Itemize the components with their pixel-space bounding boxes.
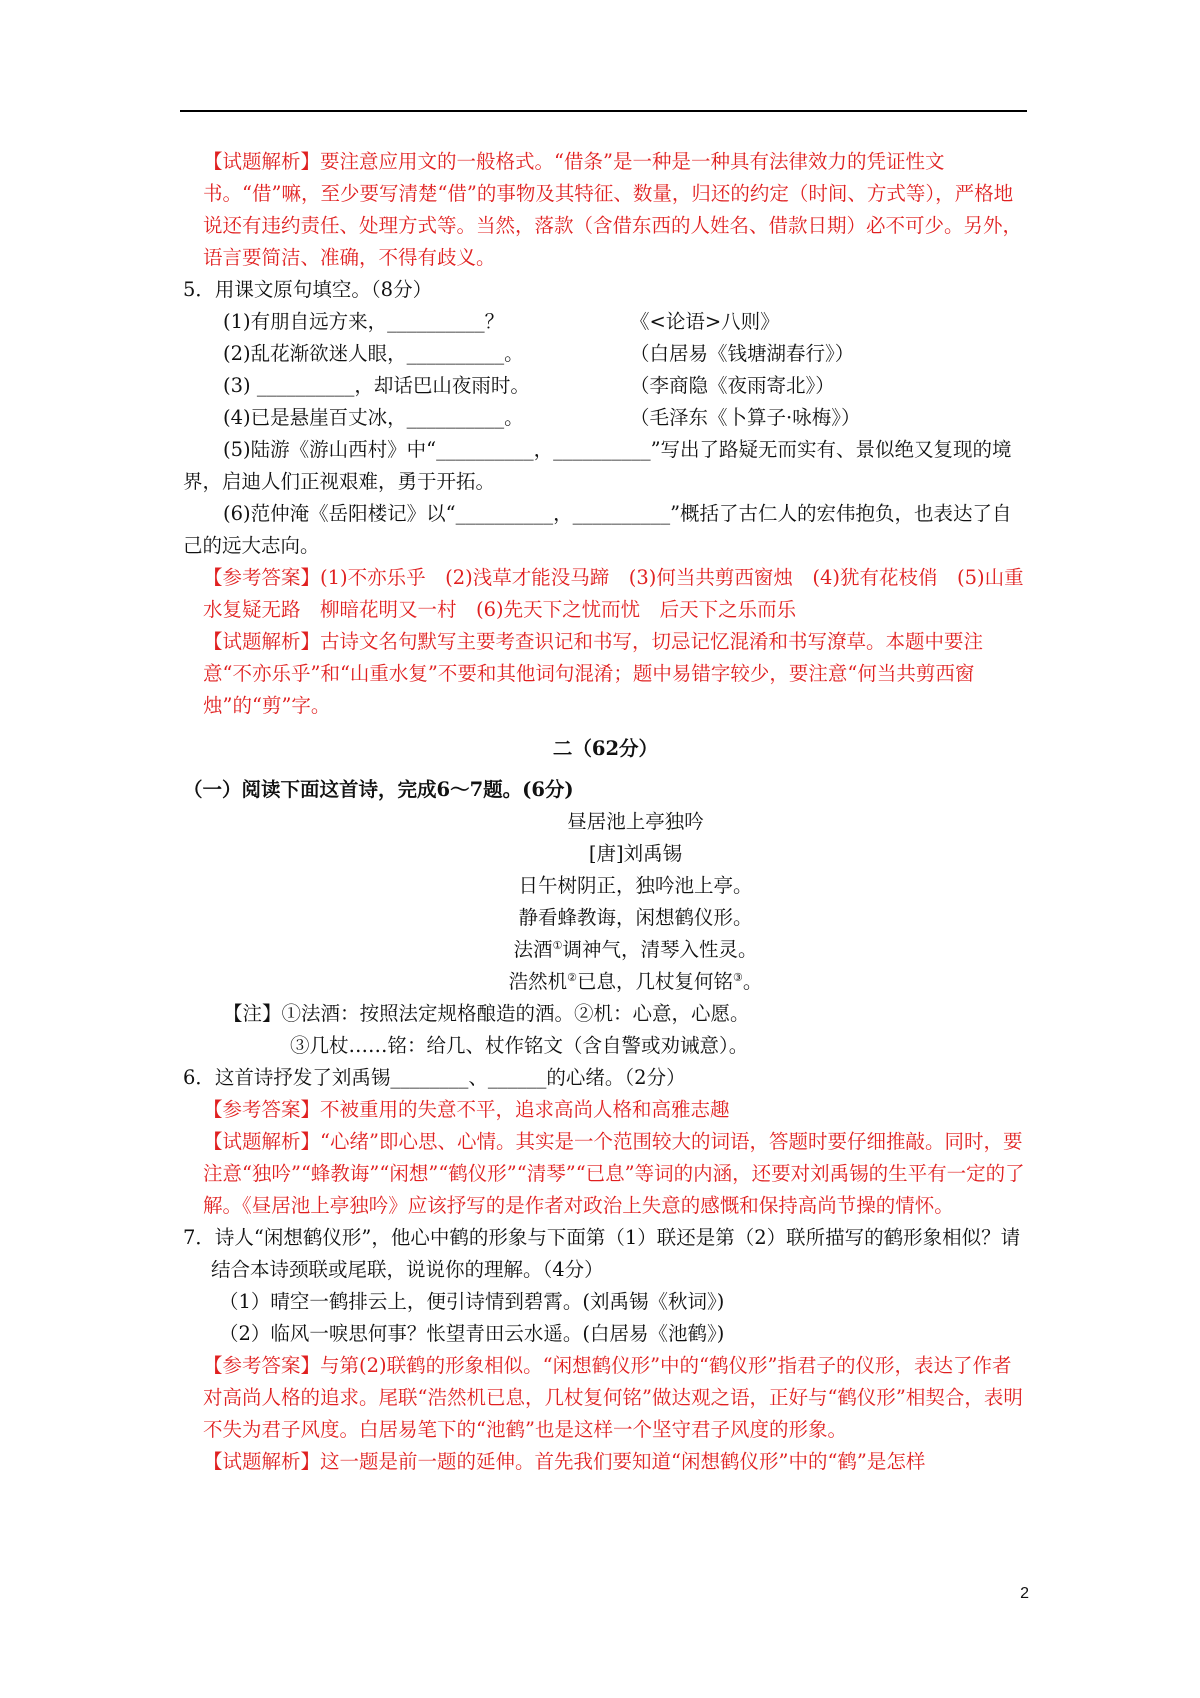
fill-item-6: (6)范仲淹《岳阳楼记》以“__________，__________”概括了古仁人的宏伟抱负，也表达了自己的远大志向。 (183, 502, 1012, 557)
explanation-5: 【试题解析】古诗文名句默写主要考查识记和书写，切忌记忆混淆和书写潦草。本题中要注意“不亦乐乎”和“山重水复”不要和其他词句混淆；题中易错字较少，要注意“何当共剪西窗烛”的“剪”字。 (203, 630, 984, 717)
poem-note-2: ③几杖……铭：给几、杖作铭文（含自警或劝诫意）。 (290, 1034, 749, 1057)
answer-6: 【参考答案】不被重用的失意不平，追求高尚人格和高雅志趣 (203, 1098, 730, 1121)
fill-item-3 (183, 370, 1028, 402)
fill-item-3-source: （李商隐《夜雨寄北》） (630, 374, 835, 397)
poem-line-3 (183, 934, 1028, 966)
poem-line-3-b: 调神气，清琴入性灵。 (562, 938, 758, 961)
question-5: 5．用课文原句填空。（8分） (183, 278, 433, 301)
poem-author: [唐]刘禹锡 (588, 842, 683, 865)
note-marker-3: ③ (733, 971, 743, 984)
explanation-7: 【试题解析】这一题是前一题的延伸。首先我们要知道“闲想鹤仪形”中的“鹤”是怎样 (203, 1450, 926, 1473)
poem-line-4-c: 。 (742, 970, 763, 993)
note-marker-1: ① (552, 939, 563, 952)
answer-7: 【参考答案】与第(2)联鹤的形象相似。“闲想鹤仪形”中的“鹤仪形”指君子的仪形，表达了作者对高尚人格的追求。尾联“浩然机已息，几杖复何铭”做达观之语，正好与“鹤仪形”相契合，表明不失为君子风度。白居易笔下的“池鹤”也是这样一个坚守君子风度的形象。 (203, 1354, 1023, 1441)
fill-item-1 (183, 306, 1028, 338)
explanation-6: 【试题解析】“心绪”即心思、心情。其实是一个范围较大的词语，答题时要仔细推敲。同时，要注意“独吟”“蜂教诲”“闲想”“鹤仪形”“清琴”“已息”等词的内涵，还要对刘禹锡的生平有一定的了解。《昼居池上亭独吟》应该抒写的是作者对政治上失意的感慨和保持高尚节操的情怀。 (203, 1130, 1025, 1217)
poem-line-3-a: 法酒 (513, 938, 553, 961)
poem-line-1: 日午树阴正，独吟池上亭。 (518, 874, 753, 897)
question-7-option-1: （1）晴空一鹤排云上，便引诗情到碧霄。(刘禹锡《秋词》) (219, 1290, 725, 1313)
fill-item-4 (183, 402, 1028, 434)
fill-item-5: (5)陆游《游山西村》中“__________，__________”写出了路疑无而实有、景似绝又复现的境界，启迪人们正视艰难，勇于开拓。 (183, 438, 1012, 493)
question-6: 6．这首诗抒发了刘禹锡________、______的心绪。（2分） (183, 1066, 686, 1089)
question-7-option-2: （2）临风一唳思何事？怅望青田云水遥。(白居易《池鹤》) (219, 1322, 725, 1345)
question-7: 7．诗人“闲想鹤仪形”，他心中鹤的形象与下面第（1）联还是第（2）联所描写的鹤形象相似？请结合本诗颈联或尾联，说说你的理解。（4分） (183, 1226, 1021, 1281)
fill-item-1-text: (1)有朋自远方来，__________？ (223, 310, 505, 333)
section-heading: 二（62分） (552, 737, 659, 760)
note-marker-2: ② (567, 971, 577, 984)
part-heading: （一）阅读下面这首诗，完成6～7题。(6分) (183, 778, 574, 801)
fill-item-2-source: （白居易《钱塘湖春行》） (630, 342, 855, 365)
poem-line-4 (183, 966, 1028, 998)
page-number: 2 (1020, 1585, 1029, 1602)
poem-line-2: 静看蜂教诲，闲想鹤仪形。 (518, 906, 753, 929)
poem-line-4-b: 已息，几杖复何铭 (576, 970, 733, 993)
header-rule (180, 110, 1027, 112)
poem-line-4-a: 浩然机 (508, 970, 568, 993)
explanation-4: 【试题解析】要注意应用文的一般格式。“借条”是一种是一种具有法律效力的凭证性文书。“借”嘛，至少要写清楚“借”的事物及其特征、数量，归还的约定（时间、方式等），严格地说还有违约责任、处理方式等。当然，落款（含借东西的人姓名、借款日期）必不可少。另外，语言要简洁、准确，不得有歧义。 (203, 150, 1023, 269)
fill-item-2-text: (2)乱花渐欲迷人眼，__________。 (223, 342, 524, 365)
document-body (183, 146, 1028, 1478)
poem-note-1: 【注】①法酒：按照法定规格酿造的酒。②机：心意，心愿。 (223, 1002, 750, 1025)
fill-item-2 (183, 338, 1028, 370)
fill-item-3-text: (3) __________，却话巴山夜雨时。 (223, 374, 530, 397)
fill-item-1-source: 《<论语>八则》 (630, 310, 780, 333)
fill-item-4-source: （毛泽东《卜算子·咏梅》） (630, 406, 861, 429)
fill-item-4-text: (4)已是悬崖百丈冰，__________。 (223, 406, 524, 429)
poem-title: 昼居池上亭独吟 (567, 810, 704, 833)
answer-5: 【参考答案】(1)不亦乐乎 (2)浅草才能没马蹄 (3)何当共剪西窗烛 (4)犹有花枝俏 (5)山重水复疑无路 柳暗花明又一村 (6)先天下之忧而忧 后天下之乐而乐 (203, 566, 1024, 621)
